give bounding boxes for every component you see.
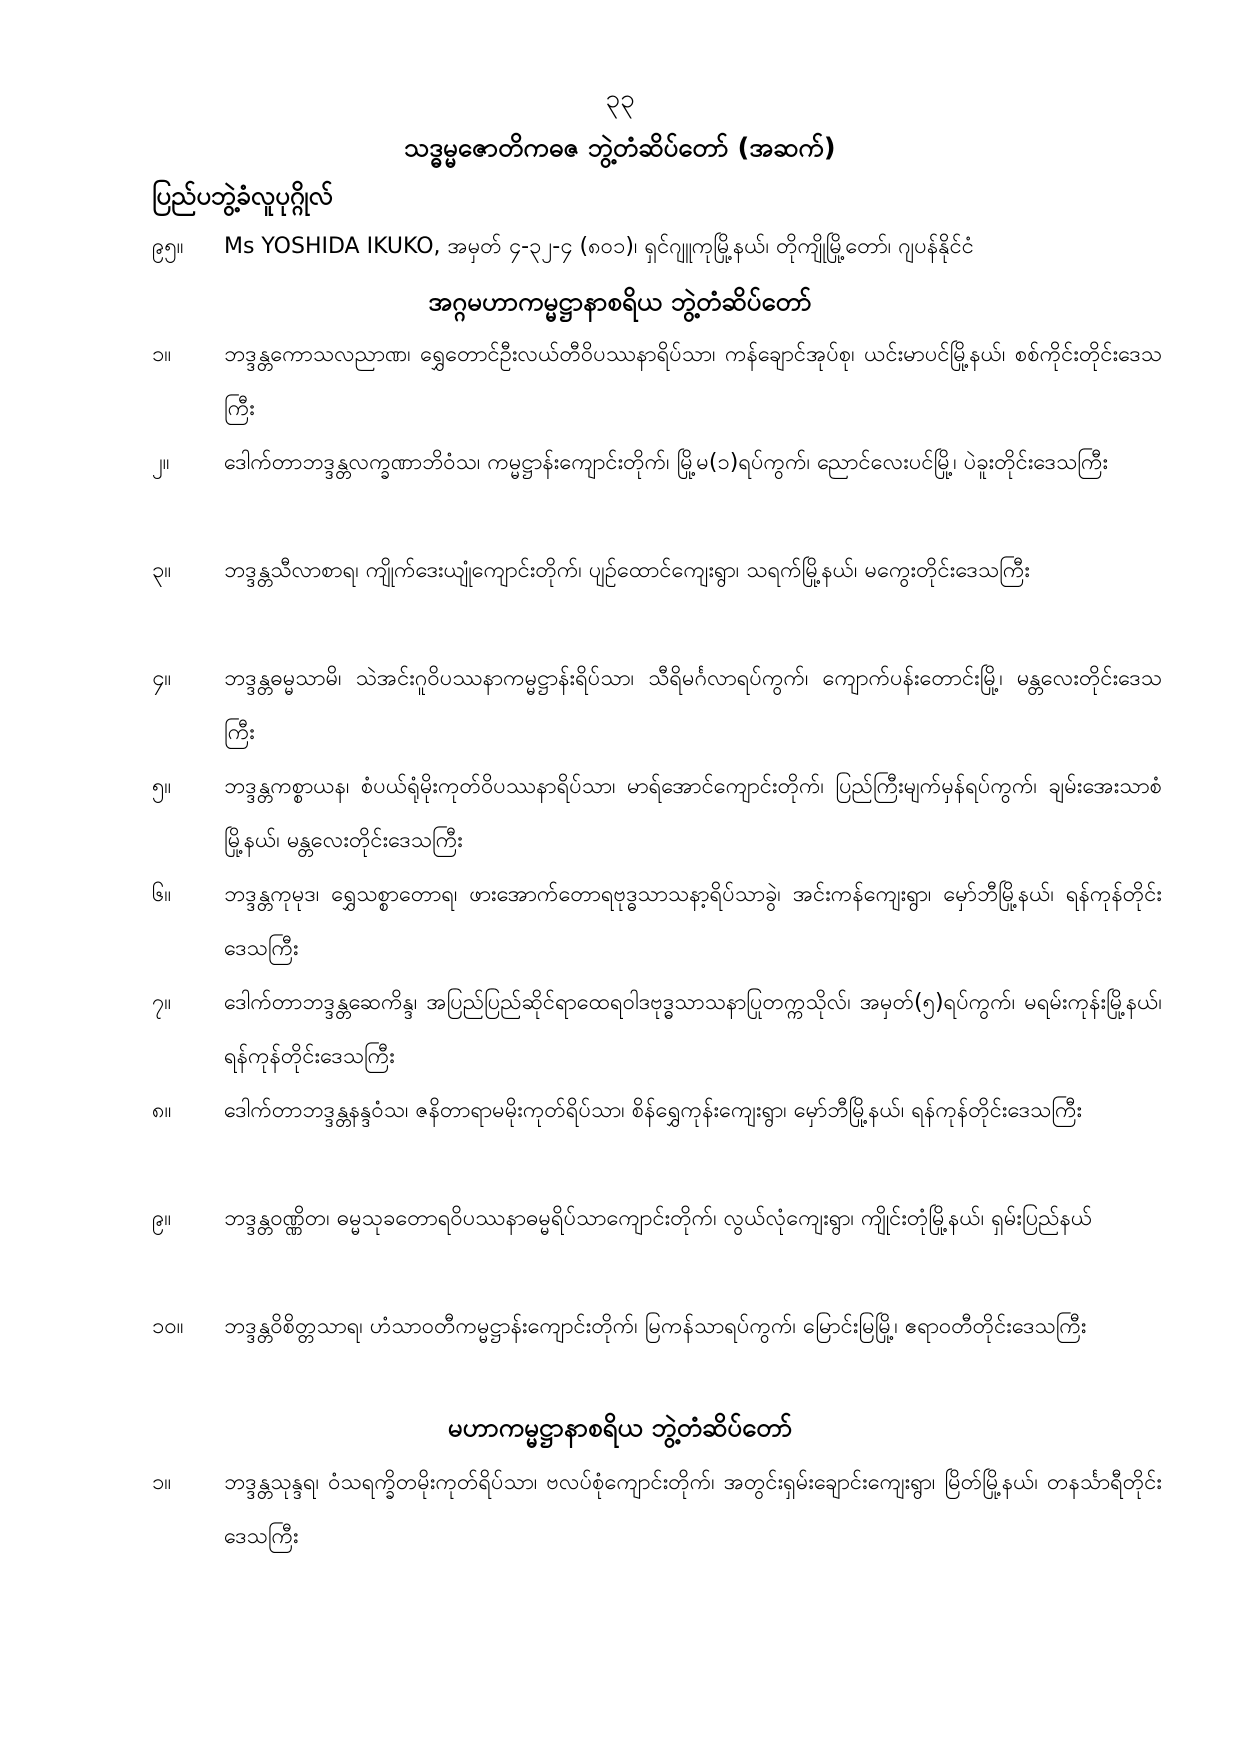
entry-number: ၉။	[152, 1206, 172, 1231]
entry-text: ဒေါက်တာဘဒ္ဒန္တဆေကိန္ဒ၊ အပြည်ပြည်ဆိုင်ရာထေရဝါဒဗုဒ္ဓသာသနာပြုတက္ကသိုလ်၊ အမှတ်(၅)ရပ်ကွက်၊ မရမ်းကုန်းမြို့နယ်၊ ရန်ကုန်တိုင်းဒေသကြီး	[224, 990, 1162, 1069]
entry-text: ဘဒ္ဒန္တကောသလညာဏ၊ ရွှေတောင်ဦးလယ်တီဝိပဿနာရိပ်သာ၊ ကန်ချောင်အုပ်စု၊ ယင်းမာပင်မြို့နယ်၊ စစ်ကိုင်းတိုင်းဒေသကြီး	[224, 342, 1162, 421]
entry-number: ၁။	[152, 1470, 172, 1495]
entry-text: ဒေါက်တာဘဒ္ဒန္တနန္ဒဝံသ၊ ဇနိတာရာမမိုးကုတ်ရိပ်သာ၊ စိန်ရွှေကုန်းကျေးရွာ၊ မှော်ဘီမြို့နယ်၊ ရန်ကုန်တိုင်းဒေသကြီး	[224, 1098, 1083, 1123]
section-heading-maha-kammatthanacariya: မဟာကမ္မဋ္ဌာနာစရိယ ဘွဲ့တံဆိပ်တော်	[447, 1413, 793, 1443]
entry-number: ၂။	[152, 450, 170, 475]
entry-number: ၇။	[152, 990, 172, 1015]
entry-number: ၁။	[152, 342, 172, 367]
entry-text: ဘဒ္ဒန္တကစ္စာယန၊ စံပယ်ရုံမိုးကုတ်ဝိပဿနာရိပ်သာ၊ မာရ်အောင်ကျောင်းတိုက်၊ ပြည်ကြီးမျက်မှန်ရပ်ကွက်၊ ချမ်းအေးသာစံမြို့နယ်၊ မန္တလေးတိုင်းဒေသကြီး	[224, 774, 1162, 853]
entry-number: ၈။	[152, 1098, 172, 1123]
entry-number: ၃။	[152, 558, 172, 583]
entry-text: ဘဒ္ဒန္တသီလာစာရ၊ ကျိုက်ဒေးယျုံကျောင်းတိုက်၊ ပျဉ်ထောင်ကျေးရွာ၊ သရက်မြို့နယ်၊ မကွေးတိုင်းဒေသကြီး	[224, 558, 1030, 583]
section-heading-saddhamma: သဒ္ဓမ္မဇောတိကဓဇ ဘွဲ့တံဆိပ်တော် (အဆက်)	[404, 133, 836, 163]
entry-text: ဒေါက်တာဘဒ္ဒန္တလက္ခဏာဘိဝံသ၊ ကမ္မဋ္ဌာန်းကျောင်းတိုက်၊ မြို့မ(၁)ရပ်ကွက်၊ ညောင်လေးပင်မြို့၊ ပဲခူးတိုင်းဒေသကြီး	[224, 450, 1109, 475]
entry-text: ဘဒ္ဒန္တသုန္ဒရ၊ ဝံသရက္ခိတမိုးကုတ်ရိပ်သာ၊ ဗလပ်စုံကျောင်းတိုက်၊ အတွင်းရှမ်းချောင်းကျေးရွာ၊ မြိတ်မြို့နယ်၊ တနင်္သာရီတိုင်းဒေသကြီး	[224, 1470, 1162, 1549]
entry-text: ဘဒ္ဒန္တဝိစိတ္တသာရ၊ ဟံသာဝတီကမ္မဋ္ဌာန်းကျောင်းတိုက်၊ မြကန်သာရပ်ကွက်၊ မြောင်းမြမြို့၊ ဧရာဝတီတိုင်းဒေသကြီး	[224, 1314, 1087, 1339]
section-heading-agga-maha-kammatthanacariya: အဂ္ဂမဟာကမ္မဋ္ဌာနာစရိယ ဘွဲ့တံဆိပ်တော်	[428, 287, 812, 317]
entry-number: ၉၅။	[152, 234, 184, 259]
entry-text: ဘဒ္ဒန္တဓမ္မသာမိ၊ သဲအင်းဂူဝိပဿနာကမ္မဋ္ဌာန်းရိပ်သာ၊ သီရိမင်္ဂလာရပ်ကွက်၊ ကျောက်ပန်းတောင်းမြို့၊ မန္တလေးတိုင်းဒေသကြီး	[224, 666, 1162, 745]
entry-number: ၆။	[152, 882, 172, 907]
entry-text: ဘဒ္ဒန္တကုမုဒ၊ ရွှေသစ္စာတောရ၊ ဖားအောက်တောရဗုဒ္ဓသာသနာ့ရိပ်သာခွဲ၊ အင်းကန်ကျေးရွာ၊ မှော်ဘီမြို့နယ်၊ ရန်ကုန်တိုင်းဒေသကြီး	[224, 882, 1162, 961]
subsection-heading-foreign-recipients: ပြည်ပဘွဲ့ခံလူပုဂ္ဂိုလ်	[152, 181, 333, 211]
entry-text: Ms YOSHIDA IKUKO, အမှတ် ၄-၃၂-၄ (၈၀၁)၊ ရှင်ဂျူကုမြို့နယ်၊ တိုကျိုမြို့တော်၊ ဂျပန်နိုင်ငံ	[224, 234, 974, 259]
entry-number: ၁၀။	[152, 1314, 184, 1339]
entry-number: ၄။	[152, 666, 172, 691]
entry-number: ၅။	[152, 774, 172, 799]
entry-text: ဘဒ္ဒန္တဝဏ္ဏိတ၊ ဓမ္မသုခတောရဝိပဿနာဓမ္မရိပ်သာကျောင်းတိုက်၊ လွယ်လုံကျေးရွာ၊ ကျိုင်းတုံမြို့နယ်၊ ရှမ်းပြည်နယ်	[224, 1206, 1093, 1231]
page-number: ၃၃	[605, 84, 635, 114]
